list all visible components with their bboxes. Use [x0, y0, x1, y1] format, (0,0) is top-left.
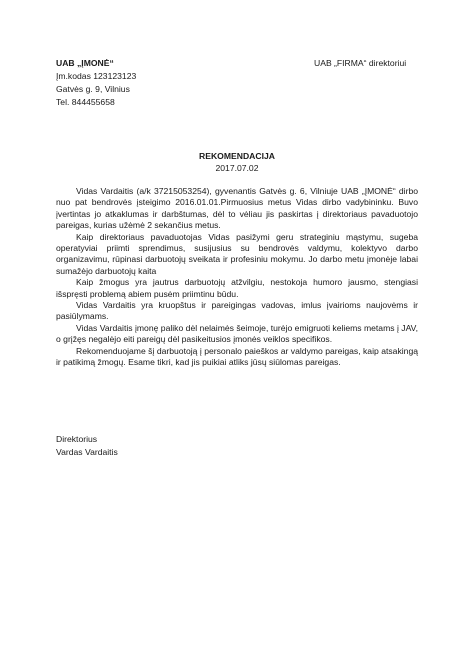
sender-address: Gatvės g. 9, Vilnius: [56, 84, 130, 94]
sender-company-code: Įm.kodas 123123123: [56, 71, 137, 81]
title-block: [0, 150, 474, 174]
body-paragraph: Vidas Vardaitis įmonę paliko dėl nelaimės šeimoje, turėjo emigruoti keliems metams į JAV, o grįžęs negalėjo eiti pareigų dėl pasikeitusios įmonės veiklos specifikos.: [56, 322, 418, 345]
body-paragraph: Vidas Vardaitis (a/k 37215053254), gyvenantis Gatvės g. 6, Vilniuje UAB „ĮMONĖ“ dirbo nuo pat bendrovės įsteigimo 2016.01.01.Pirmuosius metus Vidas dirbo vadybininku. Buvo įvertintas jo atkaklumas ir darbštumas, dėl to vėliau jis paskirtas į direktoriaus pavaduotojo pareigas, kurias užėmė 2 sekančius metus.: [56, 186, 418, 231]
body-paragraph: Kaip žmogus yra jautrus darbuotojų atžvilgiu, nestokoja humoro jausmo, stengiasi išspręsti problemą abiem pusėm priimtinu būdu.: [56, 277, 418, 299]
signature-position: Direktorius: [56, 434, 98, 444]
body-paragraph: Kaip direktoriaus pavaduotojas Vidas pasižymi geru strateginiu mąstymu, sugeba operatyviai priimti sprendimus, susijusius su bendrovės valdymu, kolektyvo darbo organizavimu, rūpinasi darbuotojų sveikata ir profesiniu mokymu. Jo darbo metu įmonėje labai sumažėjo darbuotojų kaita: [56, 231, 418, 276]
signature-block: [56, 433, 118, 459]
sender-company: UAB „ĮMONĖ“: [56, 58, 114, 68]
body-paragraph: Vidas Vardaitis yra kruopštus ir pareigingas vadovas, imlus įvairioms naujovėms ir pasiūlymams.: [56, 300, 418, 322]
body-paragraph: Rekomenduojame šį darbuotoją į personalo paieškos ar valdymo pareigas, kaip atsakingą ir patikimą žmogų. Esame tikri, kad jis puikiai atliks jūsų siūlomas pareigas.: [56, 345, 418, 368]
recipient-block: [314, 57, 406, 70]
letter-body: [56, 186, 418, 369]
sender-phone: Tel. 844455658: [56, 97, 115, 107]
recipient-line: UAB „FIRMA“ direktoriui: [314, 58, 407, 68]
document-title: REKOMENDACIJA: [199, 151, 275, 161]
sender-block: [56, 57, 136, 109]
document-date: 2017.07.02: [215, 163, 259, 173]
signature-name: Vardas Vardaitis: [56, 447, 118, 457]
